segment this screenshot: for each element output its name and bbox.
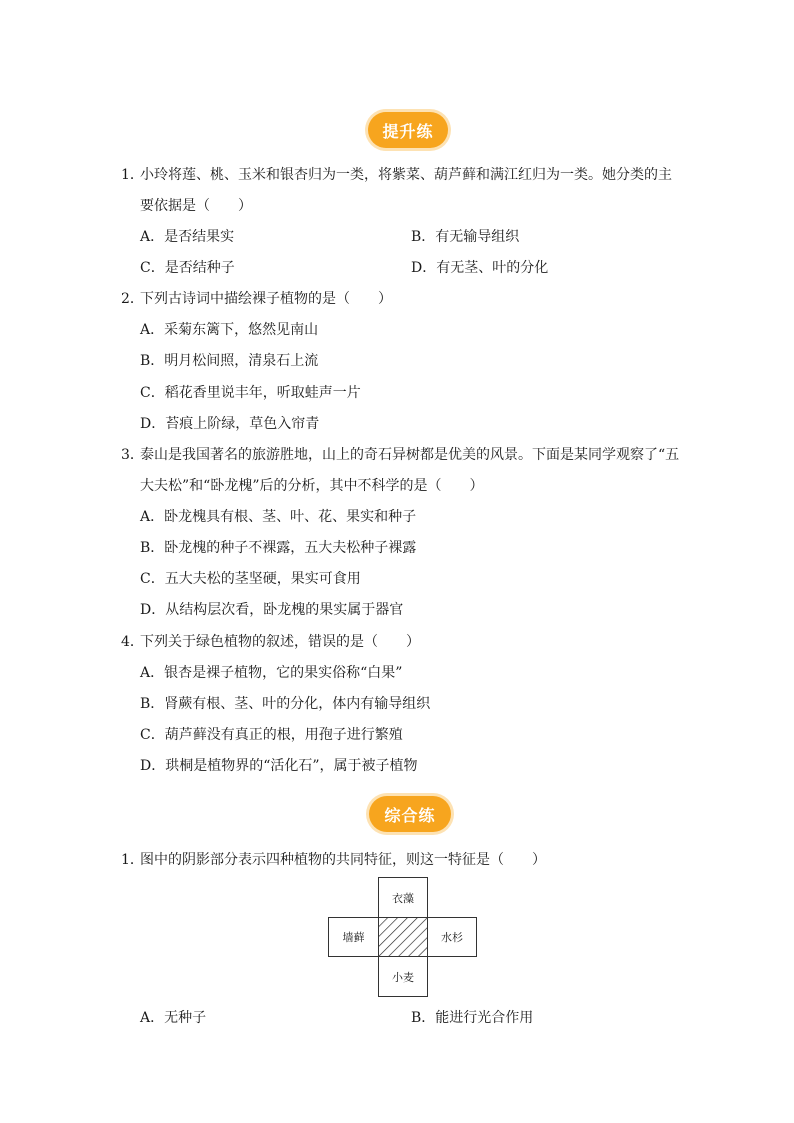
option-a: A．无种子 — [140, 1010, 207, 1026]
question-text: 泰山是我国著名的旅游胜地，山上的奇石异树都是优美的风景。下面是某同学观察了“五 — [140, 447, 680, 463]
question-text: 要依据是（ ） — [140, 198, 252, 214]
plant-venn-cross-diagram — [328, 877, 477, 997]
option-b: B．能进行光合作用 — [411, 1010, 534, 1026]
section-badge-label: 综合练 — [384, 805, 436, 825]
shaded-overlap-region — [378, 917, 428, 957]
option-c: C．五大夫松的茎坚硬，果实可食用 — [140, 571, 361, 587]
question-number: 4． — [121, 634, 144, 650]
question-text: 小玲将莲、桃、玉米和银杏归为一类，将紫菜、葫芦藓和满江红归为一类。她分类的主 — [140, 167, 672, 183]
diagram-label-left: 墙藓 — [342, 931, 365, 944]
option-d: D．从结构层次看，卧龙槐的果实属于器官 — [140, 602, 404, 618]
section-badge-zonghe — [369, 796, 451, 832]
question-number: 3． — [121, 447, 144, 463]
option-a: A．是否结果实 — [140, 229, 235, 245]
question-number: 2． — [121, 291, 144, 307]
diagram-label-right: 水杉 — [441, 931, 463, 944]
option-d: D．珙桐是植物界的“活化石”，属于被子植物 — [140, 758, 418, 774]
option-c: C．稻花香里说丰年，听取蛙声一片 — [140, 385, 361, 401]
diagram-cell-left — [328, 917, 379, 957]
option-a: A．银杏是裸子植物，它的果实俗称“白果” — [140, 665, 403, 681]
question-text: 下列古诗词中描绘裸子植物的是（ ） — [140, 291, 392, 307]
option-b: B．明月松间照，清泉石上流 — [140, 353, 319, 369]
question-number: 1． — [121, 167, 144, 183]
option-d: D．有无茎、叶的分化 — [411, 260, 549, 276]
option-a: A．卧龙槐具有根、茎、叶、花、果实和种子 — [140, 509, 417, 525]
diagram-cell-right — [427, 917, 477, 957]
diagram-cell-top — [378, 877, 428, 918]
diagram-label-top: 衣藻 — [392, 891, 414, 905]
question-number: 1． — [121, 852, 144, 868]
question-text: 下列关于绿色植物的叙述，错误的是（ ） — [140, 634, 420, 650]
option-c: C．葫芦藓没有真正的根，用孢子进行繁殖 — [140, 727, 403, 743]
option-b: B．肾蕨有根、茎、叶的分化，体内有输导组织 — [140, 696, 431, 712]
option-c: C．是否结种子 — [140, 260, 235, 276]
question-text: 大夫松”和“卧龙槐”后的分析，其中不科学的是（ ） — [140, 478, 484, 494]
section-badge-label: 提升练 — [382, 121, 434, 141]
option-a: A．采菊东篱下，悠然见南山 — [140, 322, 319, 338]
section-badge-tisheng — [368, 112, 448, 148]
option-b: B．卧龙槐的种子不裸露，五大夫松种子裸露 — [140, 540, 417, 556]
diagram-cell-bottom — [378, 956, 428, 997]
option-d: D．苔痕上阶绿，草色入帘青 — [140, 416, 320, 432]
option-b: B．有无输导组织 — [411, 229, 520, 245]
diagram-label-bottom: 小麦 — [392, 970, 414, 984]
question-text: 图中的阴影部分表示四种植物的共同特征，则这一特征是（ ） — [140, 852, 546, 868]
